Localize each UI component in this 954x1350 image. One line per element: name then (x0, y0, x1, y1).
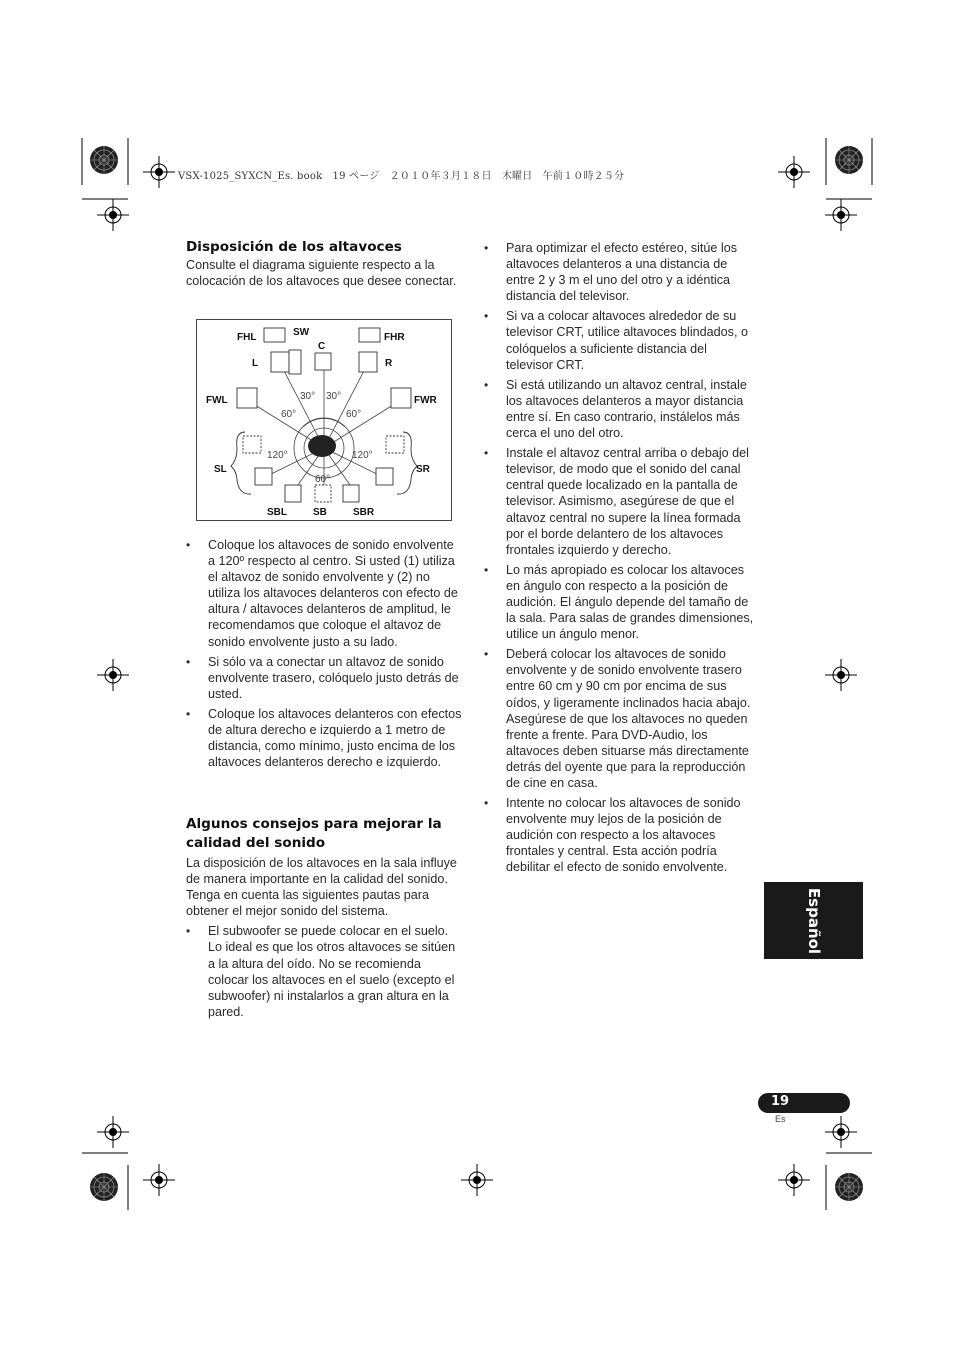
angle-surround-right: 120° (352, 450, 373, 461)
speaker-sr (376, 468, 393, 485)
page-number: 19 (771, 1094, 790, 1109)
speaker-sl (255, 468, 272, 485)
angle-front-right: 30° (326, 391, 342, 402)
list-item: • Coloque los altavoces de sonido envolvente a 120º respecto al centro. Si usted (1) utiliza el altavoz de sonido envolvente y (2) no utiliza los altavoces delanteros con efecto de altura / altavoces delanteros de amplitud, le recomendamos que coloque el altavoz de sonido envolvente justo a su lado. (186, 537, 462, 650)
angle-front-left: 30° (300, 391, 316, 402)
speaker-c (315, 353, 331, 370)
label-sb: SB (313, 507, 327, 518)
bullet-list (186, 537, 462, 770)
list-item: • Si está utilizando un altavoz central, instale los altavoces delanteros a mayor distancia entre sí. En caso contrario, instálelos más cerca el uno del otro. (484, 377, 754, 441)
speaker-sw (289, 350, 301, 374)
label-c: C (318, 341, 326, 352)
list-item: • El subwoofer se puede colocar en el suelo. Lo ideal es que los otros altavoces se sitúen a la altura del oído. No se recomienda colocar los altavoces en el suelo (excepto el subwoofer) ni instalarlos a gran altura en la pared. (186, 923, 462, 1020)
label-fhr: FHR (384, 332, 405, 343)
list-item: • Si sólo va a conectar un altavoz de sonido envolvente trasero, colóquelo justo detrás de usted. (186, 654, 462, 702)
label-fwr: FWR (414, 395, 437, 406)
angle-wide-right: 60° (346, 409, 362, 420)
section-speaker-placement (186, 238, 462, 289)
listener-head (308, 435, 336, 457)
speaker-fwr (391, 388, 411, 408)
language-tab (764, 882, 863, 959)
speaker-sb (315, 485, 331, 502)
label-r: R (385, 358, 393, 369)
section-intro: La disposición de los altavoces en la sala influye de manera importante en la calidad del sonido. Tenga en cuenta las siguientes pautas para obtener el mejor sonido del sistema. (186, 856, 457, 919)
section-sound-tips (186, 815, 462, 1024)
angle-surround-left: 120° (267, 450, 288, 461)
list-item: • Deberá colocar los altavoces de sonido envolvente y de sonido envolvente trasero entre 60 cm y 90 cm por encima de sus oídos, y ligeramente inclinados hacia abajo. Asegúrese de que los altavoces no queden frente a frente. Para DVD-Audio, los altavoces deben situarse más directamente detrás del oyente que para la reproducción de cine en casa. (484, 646, 754, 791)
label-sbr: SBR (353, 507, 375, 518)
list-item: • Para optimizar el efecto estéreo, sitúe los altavoces delanteros a una distancia de entre 2 y 3 m el uno del otro y a idéntica distancia del televisor. (484, 240, 754, 304)
label-sr: SR (416, 464, 430, 475)
label-sbl: SBL (267, 507, 287, 518)
bullet-list (186, 923, 462, 1020)
list-item: • Intente no colocar los altavoces de sonido envolvente muy lejos de la posición de audición con respecto a los altavoces frontales y central. Esta acción podría debilitar el efecto de sonido envolvente. (484, 795, 754, 875)
speaker-fhl (264, 328, 285, 342)
page-language-code: Es (775, 1114, 786, 1124)
speaker-sl-alt (243, 436, 261, 453)
section-title: Algunos consejos para mejorar la calidad del sonido (186, 816, 442, 851)
print-header: VSX-1025_SYXCN_Es. book 19 ページ ２０１０年３月１８日 木曜日 午前１０時２５分 (178, 171, 625, 182)
speaker-diagram-svg (197, 320, 451, 520)
list-item: • Instale el altavoz central arriba o debajo del televisor, de modo que el sonido del canal central quede localizado en la pantalla de televisor. Asimismo, asegúrese de que el altavoz central no supere la línea formada por el borde delantero de los altavoces frontales izquierdo y derecho. (484, 445, 754, 558)
speaker-sbr (343, 485, 359, 502)
label-fwl: FWL (206, 395, 228, 406)
speaker-layout-diagram (196, 319, 452, 521)
label-sw: SW (293, 327, 310, 338)
speaker-fwl (237, 388, 257, 408)
label-l: L (252, 358, 259, 369)
bullets-placement (186, 537, 462, 774)
list-item: • Coloque los altavoces delanteros con efectos de altura derecho e izquierdo a 1 metro de distancia, como mínimo, justo encima de los altavoces delanteros derecho e izquierdo. (186, 706, 462, 770)
speaker-r (359, 352, 377, 372)
label-sl: SL (214, 464, 227, 475)
speaker-fhr (359, 328, 380, 342)
list-item: • Si va a colocar altavoces alrededor de su televisor CRT, utilice altavoces blindados, o colóquelos a suficiente distancia del televisor CRT. (484, 308, 754, 372)
section-intro: Consulte el diagrama siguiente respecto a la colocación de los altavoces que desee conectar. (186, 258, 457, 289)
speaker-sr-alt (386, 436, 404, 453)
speaker-sbl (285, 485, 301, 502)
angle-back: 60° (315, 474, 331, 485)
bullet-list (484, 240, 754, 876)
right-column-tips (484, 240, 754, 880)
angle-wide-left: 60° (281, 409, 297, 420)
language-tab-label: Español (804, 887, 823, 954)
label-fhl: FHL (237, 332, 257, 343)
section-title: Disposición de los altavoces (186, 239, 402, 255)
list-item: • Lo más apropiado es colocar los altavoces en ángulo con respecto a la posición de audición. El ángulo depende del tamaño de la sala. Para salas de grandes dimensiones, utilice un ángulo menor. (484, 562, 754, 642)
speaker-l (271, 352, 289, 372)
